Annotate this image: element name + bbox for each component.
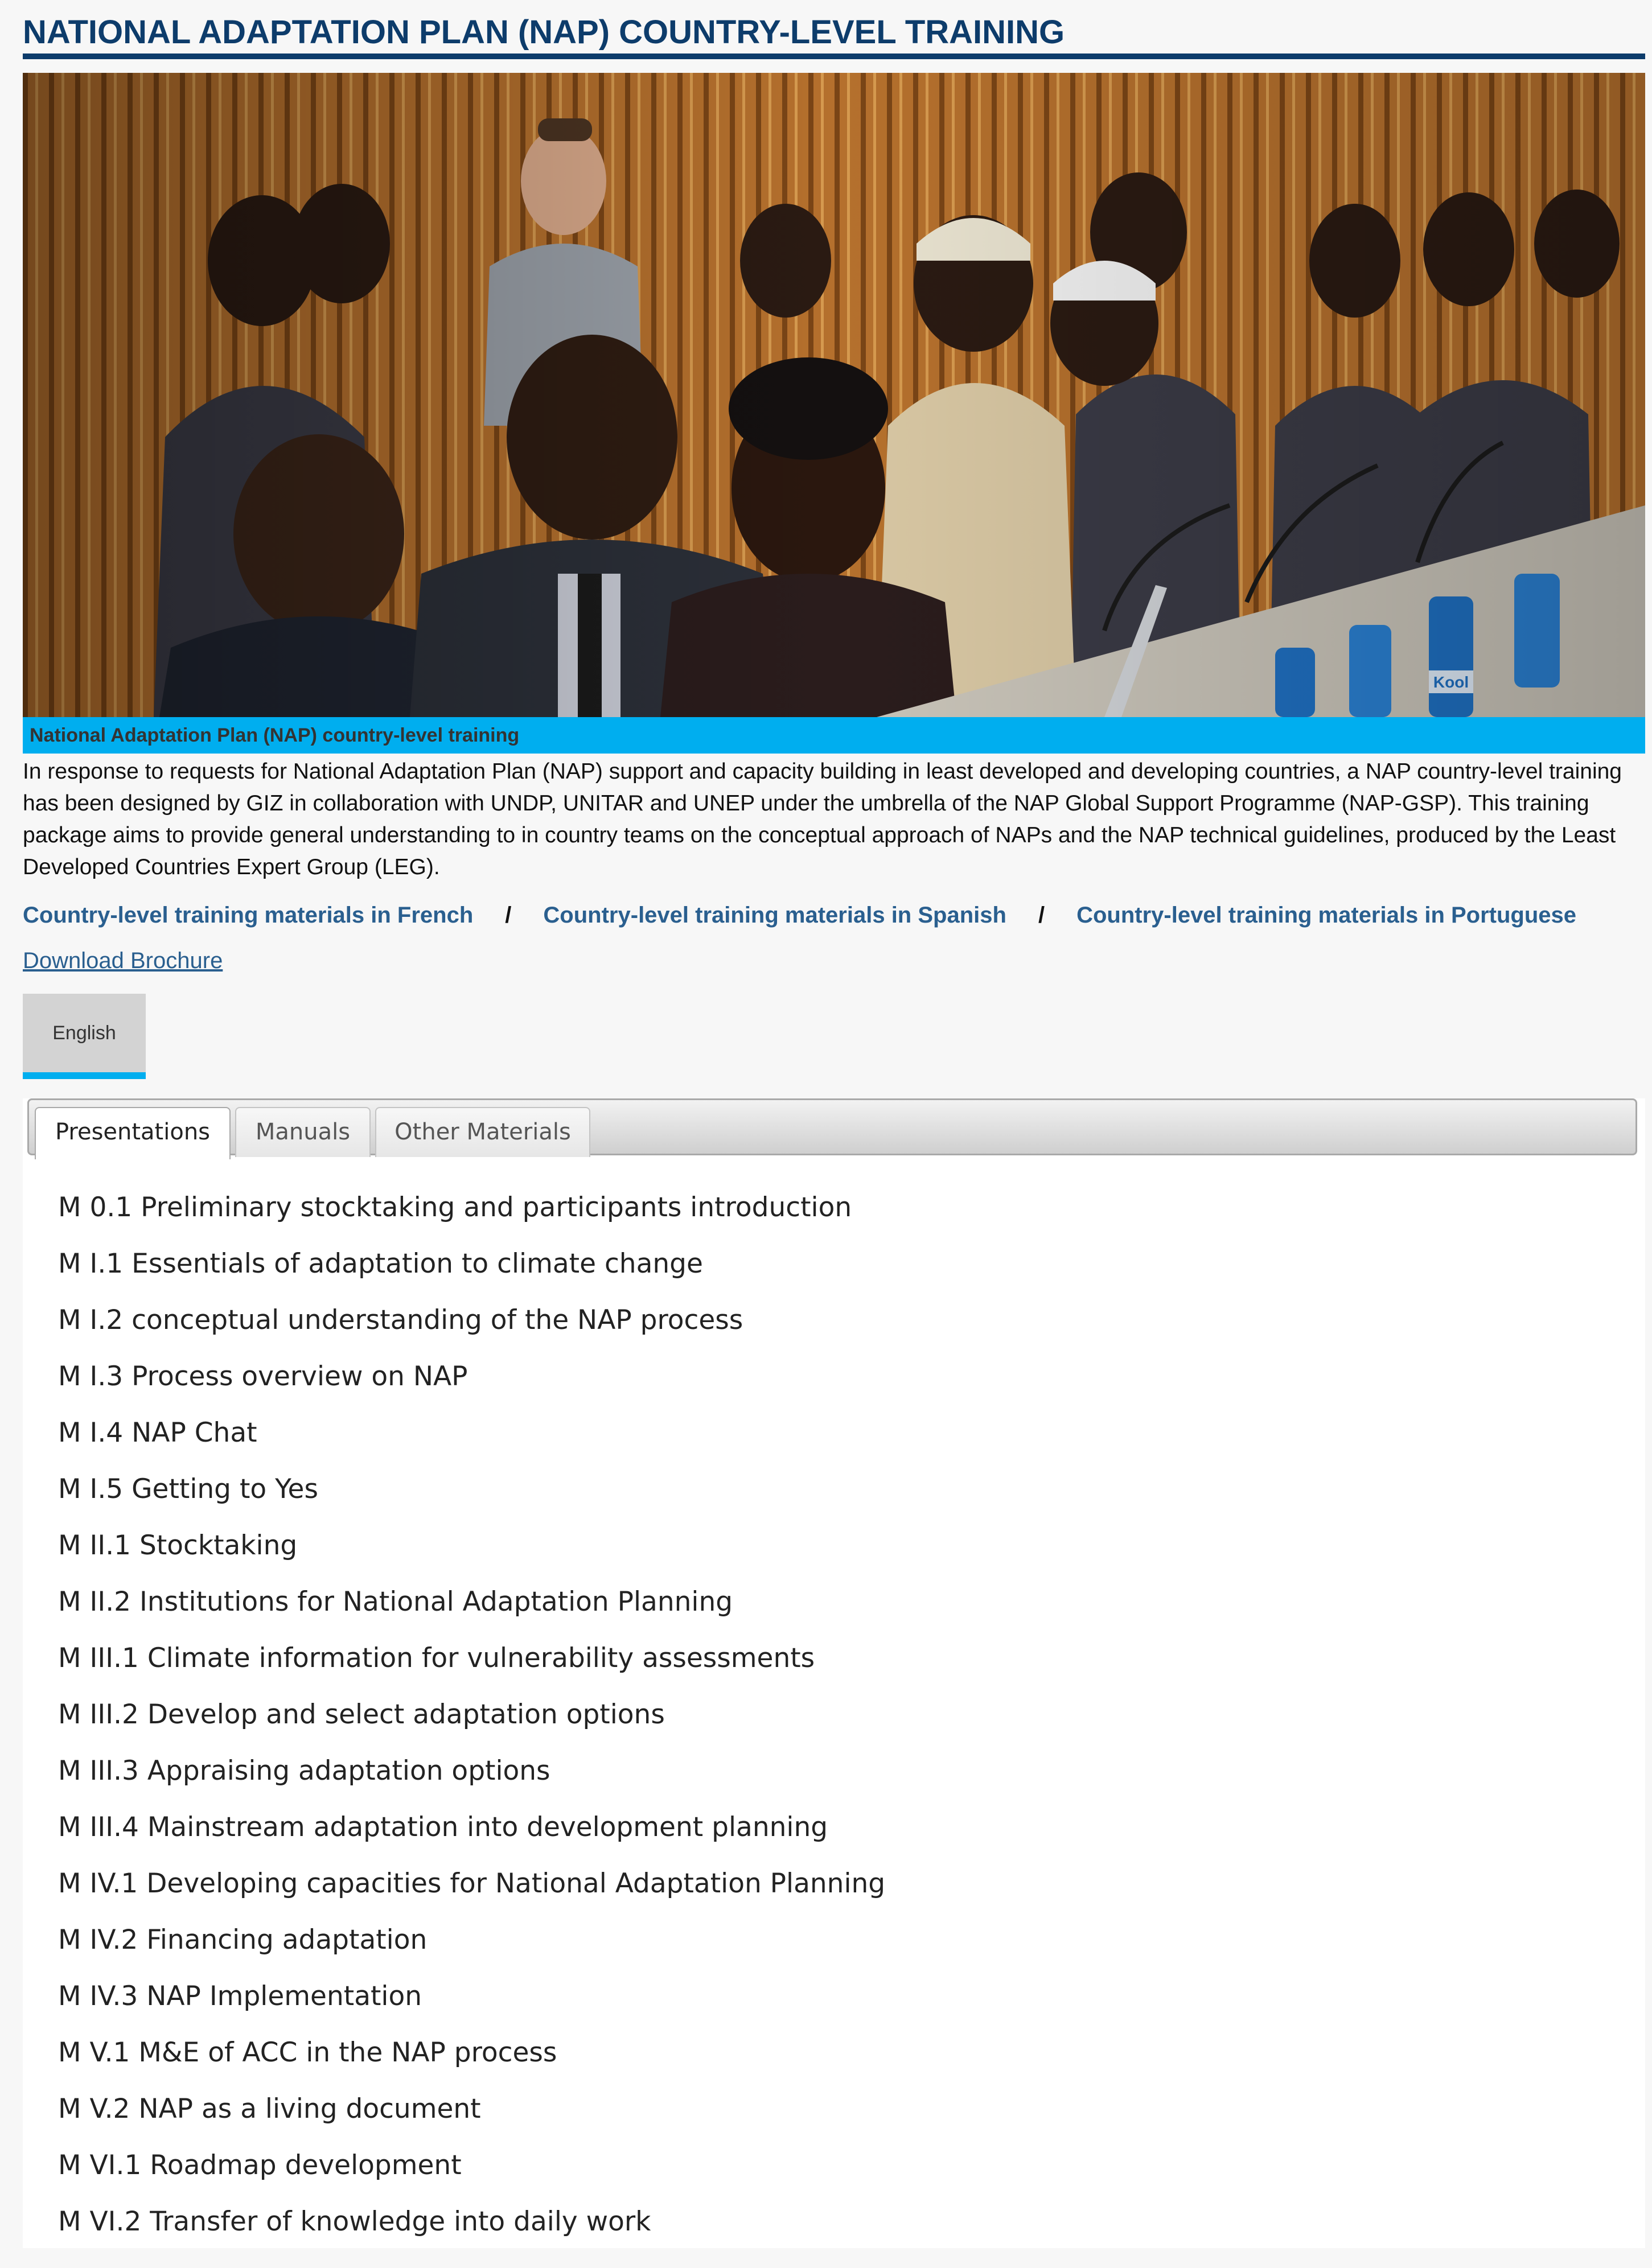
presentation-item[interactable]: M I.2 conceptual understanding of the NAP process [58,1304,743,1336]
tab-panel [23,1098,1645,2248]
link-separator: / [505,903,512,928]
link-separator: / [1038,903,1045,928]
presentation-item[interactable]: M I.1 Essentials of adaptation to climate change [58,1248,703,1279]
tab-bar [27,1098,1637,1155]
language-links [23,898,1645,932]
presentation-item[interactable]: M IV.3 NAP Implementation [58,1981,422,2012]
presentation-item[interactable]: M II.2 Institutions for National Adaptation Planning [58,1586,733,1617]
presentation-item[interactable]: M I.4 NAP Chat [58,1417,257,1448]
presentation-item[interactable]: M 0.1 Preliminary stocktaking and participants introduction [58,1192,852,1223]
brochure-row [23,945,1645,977]
link-spanish-materials[interactable]: Country-level training materials in Spanish [543,903,1006,928]
presentation-item[interactable]: M III.1 Climate information for vulnerability assessments [58,1643,815,1674]
intro-paragraph: In response to requests for National Adaptation Plan (NAP) support and capacity building in least developed and developing countries, a NAP country-level training has been designed by GIZ in collaboration with UNDP, UNITAR and UNEP under the umbrella of the NAP Global Support Programme (NAP-GSP). This training package aims to provide general understanding to in country teams on the conceptual approach of NAPs and the NAP technical guidelines, produced by the Least Developed Countries Expert Group (LEG). [23,759,1622,879]
language-tabs [23,994,1645,1079]
download-brochure-link[interactable]: Download Brochure [23,948,223,973]
tab-presentations[interactable]: Presentations [35,1107,231,1159]
hero-photo-illustration [23,73,1645,717]
presentation-item[interactable]: M IV.2 Financing adaptation [58,1924,428,1956]
language-tab-english[interactable]: English [23,994,146,1079]
link-portuguese-materials[interactable]: Country-level training materials in Portuguese [1076,903,1577,928]
presentation-item[interactable]: M II.1 Stocktaking [58,1530,298,1561]
tab-other-materials[interactable]: Other Materials [375,1107,590,1157]
presentation-item[interactable]: M III.2 Develop and select adaptation options [58,1699,665,1730]
presentation-item[interactable]: M III.4 Mainstream adaptation into development planning [58,1812,828,1843]
presentation-item[interactable]: M IV.1 Developing capacities for National Adaptation Planning [58,1868,886,1899]
presentation-item[interactable]: M V.2 NAP as a living document [58,2093,481,2125]
presentations-list [58,1179,885,2250]
presentation-item[interactable]: M I.3 Process overview on NAP [58,1361,468,1392]
title-rule [23,53,1645,59]
presentation-item[interactable]: M VI.2 Transfer of knowledge into daily work [58,2206,651,2237]
page-title: NATIONAL ADAPTATION PLAN (NAP) COUNTRY-LEVEL TRAINING [23,14,1065,51]
tab-manuals[interactable]: Manuals [235,1107,371,1157]
hero-photo [23,73,1645,717]
presentation-item[interactable]: M VI.1 Roadmap development [58,2150,462,2181]
presentation-item[interactable]: M I.5 Getting to Yes [58,1473,318,1505]
page-wrapper [23,0,1645,2248]
photo-caption: National Adaptation Plan (NAP) country-level training [23,717,1645,754]
link-french-materials[interactable]: Country-level training materials in French [23,903,474,928]
presentation-item[interactable]: M V.1 M&E of ACC in the NAP process [58,2037,557,2068]
presentation-item[interactable]: M III.3 Appraising adaptation options [58,1755,550,1787]
